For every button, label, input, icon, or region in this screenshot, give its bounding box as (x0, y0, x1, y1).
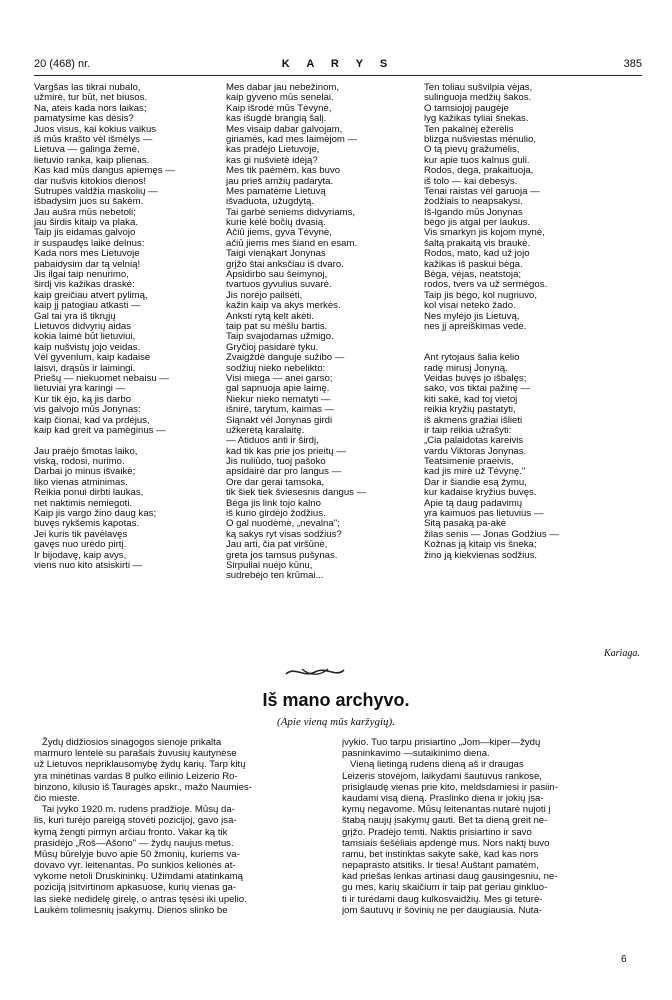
poem-line: Gryčioj pasidarė tyku. (226, 342, 319, 353)
article-title: Iš mano archyvo. (262, 690, 410, 710)
poem-line: ir suspaudęs laikė delnus: (34, 238, 145, 249)
poem-line: Ačiū jiems, gyva Tėvynė, (226, 228, 332, 239)
poem-line: lyg kažikas tyliai šnekas. (424, 114, 529, 125)
poem-line: Žvaigždė danguje sužibo — (226, 353, 345, 364)
poem-line: Kas kad mūs dangus apiemęs — (34, 166, 175, 177)
poem-line: bėgo jis atgal per laukus. (424, 218, 531, 229)
article-line: prasidėjo „Roš—Ašono" — žydų naujus metus. (34, 837, 234, 849)
poem-line: yra kaimuos pas lietuvius — (424, 509, 544, 520)
poem-line: net naktimis nemiegoti. (34, 498, 133, 509)
poem-line: Veidas buvęs jo išbalęs; (424, 373, 527, 384)
poem-line: kažikas iš paskui bėga. (424, 259, 523, 270)
poem-line: Mes dabar jau nebežinom, (226, 83, 340, 93)
poem-line: Nes mylėjo jis Lietuvą, (424, 311, 520, 322)
poem-line: kas pradėjo Lietuvoje, (226, 145, 320, 156)
poem-line: sodžiuj nieko nebelikto: (226, 363, 326, 374)
poem-column-3 (424, 83, 624, 561)
article-line: įvykio. Tuo tarpu prisiartino „Jom—kiper—žydų (342, 737, 541, 748)
article-line: grįžo. Pradėjo temti. Naktis prisiartino ir savo (342, 826, 532, 838)
poem-line: kaip čionai, kad va prdėjus, (34, 415, 150, 426)
poem-line: Juos visus, kai kokius vaikus (34, 124, 157, 135)
publication-name: K A R Y S (281, 58, 395, 70)
poem-line: kad tik kas prie jos prieitų — (226, 446, 346, 457)
poem-line: ir taip reikia užrašyti: (424, 425, 512, 436)
poem-line: Jis nuliūdo, tuoj pašoko (226, 457, 326, 468)
poem-line: kas išugdė brangią šalį. (226, 114, 327, 125)
poem-line: Tenai raistas vėl garuoja — (424, 186, 540, 197)
poem-line: Mes visaip dabar galvojam, (226, 124, 343, 135)
poem-line: Jau arti, čia pat viršūnė, (226, 540, 328, 551)
poem-line: Šiąnakt vėl Jonynas girdi (226, 415, 333, 426)
poem-line (34, 436, 214, 446)
poem-line: Jis norėjo pailsėti, (226, 290, 303, 301)
poem-line: greta jos tamsus pušynas. (226, 550, 338, 561)
poem-line: gavęs nuo urėdo pirtį. (34, 540, 127, 551)
poem-line: Jau praėjo šmotas laiko, (34, 446, 138, 457)
poem-line: iš kurio girdėjo žodžius. (226, 509, 326, 520)
article-line: kaudami visą dieną. Praslinko diena ir jokių įsa- (342, 792, 544, 804)
poem-line: Dar ir šiandie esą žymu, (424, 477, 527, 488)
page-header (34, 58, 642, 74)
article-line: Vieną lietingą rudens dieną aš ir draugas (342, 759, 524, 771)
poem-line: Taip jis bėgo, kol nugriuvo, (424, 290, 538, 301)
poem-line: Rodos, mato, kad už jojo (424, 249, 530, 260)
poem-line: reikia kryžių pastatyti, (424, 405, 516, 416)
article-line: kymą žengti pirmyn arčiau fronto. Vakar ką tik (34, 826, 228, 838)
article-line: tamsiais šešėliais apdengė mus. Nors naktį buvo (342, 837, 550, 849)
poem-line: sako, vos tiktai pažinę — (424, 384, 531, 395)
poem-line: Sutrupės valdžia maskolių — (34, 186, 158, 197)
article-line: binzono, kilusio iš Tauragės apskr., mažo Naumies- (34, 781, 252, 793)
poem-line: Jis ilgai taip nenurimo, (34, 270, 129, 281)
issue-number: 20 (468) nr. (34, 58, 91, 70)
article-line: las siekė nedidelę girelę, o antras tęsėsi iki upelio. (34, 893, 247, 905)
article-subtitle: (Apie vieną mūs karžygių). (277, 716, 395, 728)
poem-line: Niekur nieko nematyti — (226, 394, 331, 405)
poem-line: Teatsimenie praeivis, (424, 457, 514, 468)
poem-line: Priešų — niekuomet nebaisu — (34, 373, 169, 384)
poem-line: išvaduota, užugdytą. (226, 197, 315, 208)
article-line: gu mes, karių skaičium ir taip pat geriau ginkluo- (342, 882, 548, 894)
poem-line: žino ją kiekvienas sodžius. (424, 550, 538, 561)
poem-line: sudrebėjo ten krūmai... (226, 571, 324, 582)
poem-line: tvartuos gyvulius suvarė. (226, 280, 332, 291)
poem-line: pabaidysim dar tą velnią! (34, 259, 141, 270)
article-line: yra minėtinas vardas 8 pulko eilinio Leizerio Ro- (34, 770, 238, 782)
poem-line: pamatysime kas dėsis? (34, 114, 134, 125)
poem-line: kaip kad greit va pamėginus — (34, 425, 166, 436)
poem-line: Kada nors mes Lietuvoje (34, 249, 140, 260)
poem-line: kokia laimė būt lietuviui, (34, 332, 136, 343)
article-line: jom šautuvų ir šovinių ne per daugiausia. Nuta- (342, 904, 542, 916)
poem-line: radę mirusį Jonyną. (424, 363, 508, 374)
poem-line: laisvi, drąsūs ir laimingi. (34, 363, 136, 374)
poem-line: „Čia palaidotas kareivis (424, 436, 524, 447)
poem-line: Širpuliai nuėjo kūnu, (226, 560, 313, 571)
poem-line: Reikia ponui dirbti laukas, (34, 488, 144, 499)
poem-line: Lietuvos didvyrių aidas (34, 321, 132, 332)
poem-line: tik šiek tiek šviesesnis dangus — (226, 488, 367, 499)
poem-line: kur apie tuos kalnus guli. (424, 155, 530, 166)
poem-line: Kur tik ėjo, ką jis darbo (34, 394, 132, 405)
poem-line: liko vienas atminimas. (34, 477, 128, 488)
poem-line: jau širdis kitaip va plaka. (34, 218, 138, 229)
poem-line: Ore dar gerai tamsoka, (226, 477, 325, 488)
poem-line: sulinguoja medžių šakos. (424, 93, 532, 104)
poem-line: kol visai neteko žado. (424, 301, 516, 312)
poem-line: kiti sakė, kad toj vietoj (424, 394, 518, 405)
poem-line: Kožnas ją kitaip vis šneka; (424, 540, 537, 551)
poem-line: Ten pakalnėj ežerėlis (424, 124, 514, 135)
poem-line: kur kadaise kryžius buvęs. (424, 488, 537, 499)
article-line: pasninkavimo —sutaikinimo diena. (342, 748, 490, 760)
poem-column-2 (226, 83, 406, 582)
poem-line: Lietuva — galinga žemė, (34, 145, 140, 156)
article-line: vykome netoli Druskininkų. Užimdami atatinkamą (34, 871, 244, 883)
poem-line: — Atiduos anti ir širdį, (226, 436, 319, 447)
poem-line: lietuvio ranka, kaip plienas. (34, 155, 150, 166)
poem-line: vis galvojo mūs Jonynas: (34, 405, 141, 416)
poem-line: Bėga jis link tojo kalno (226, 498, 321, 509)
poem-line (424, 343, 624, 353)
poem-line: užmirė, tur būt, net biusos. (34, 93, 148, 104)
poem-line: blizga nušviestas mėnulio, (424, 134, 536, 145)
poem-line: dar nušvis kitokios dienos! (34, 176, 146, 187)
poem-line: jau prieš amžių padaryta. (226, 176, 334, 187)
poem-line: vardu Viktoras Jonynas. (424, 446, 527, 457)
poem-line: žilas senis — Jonas Godžius — (424, 529, 559, 540)
ornament-divider (282, 664, 348, 680)
poem-line: apsidairė dar pro langus — (226, 467, 342, 478)
poem-line: išnirė, tarytum, kaimas — (226, 405, 335, 416)
poem-line: ačiū jiems mes šiand en esam. (226, 238, 358, 249)
poem-line: iš akmens gražiai išlieti (424, 415, 523, 426)
poem-line: Rodos, dega, prakaituoja, (424, 166, 534, 177)
poem-line: Ten toliau sušvilpia vėjas, (424, 83, 533, 93)
article-line: poziciją įsitvirtinom apkasuose, kurių vienas ga- (34, 882, 237, 894)
poem-line: Iš-lgando mūs Jonynas (424, 207, 523, 218)
poem-line: Sitą pasaką pa-akė (424, 519, 507, 530)
poem-line: O tamsiojoj paugėje (424, 103, 509, 114)
article-line: nepaprasto atsitiks. Ir tiesa! Auštant pamatėm, (342, 860, 539, 872)
poem-line: rodos, tvers va už sermėgos. (424, 280, 548, 291)
poem-line: kaip nušvistų jojo veidas. (34, 342, 141, 353)
poem-line: Mes pamatėme Lietuvą (226, 186, 326, 197)
poem-line: Vargšas las tikrai nubalo, (34, 83, 141, 93)
poem-line: išbadysim juos su šakėm. (34, 197, 144, 208)
poem-line: kaip gyveno mūs senelai. (226, 93, 334, 104)
poem-line: ką sakys ryt visas sodžius? (226, 529, 342, 540)
poem-line: kurie kėlė bočių dvasią. (226, 218, 326, 229)
poem-line: kas gi nušvietė idėją? (226, 155, 318, 166)
poem-line: Kaip išrodė mūs Tėvynė, (226, 103, 332, 114)
poem-line: nes jį apreiškimas vedė. (424, 321, 527, 332)
poem-line: užkerėtą karalaitę. (226, 425, 305, 436)
poem-line: Apie tą daug padavimų (424, 498, 523, 509)
article-line: ti ir turėdami daug kulkosvaidžių. Mes gi teturė- (342, 893, 543, 905)
poem-line: Darbai jo minus išvaikė; (34, 467, 136, 478)
poem-line: Kaip jis vargo žino daug kas; (34, 509, 157, 520)
poem-line: Taigi vienąkart Jonynas (226, 249, 326, 260)
article-line: Leizeris stovėjom, laikydami šautuvus rankose, (342, 770, 542, 782)
article-line: kad priešas lenkas artinasi daug gausingesniu, ne- (342, 871, 558, 883)
poem-line: kaip jį patogiau atkasti — (34, 301, 141, 312)
poem-line: Bėga, vėjas, neatstoja; (424, 270, 522, 281)
poem-line: grįžo štai anksčiau iš dvaro. (226, 259, 344, 270)
poem-line: lietuviai yra karingi — (34, 384, 126, 395)
poem-line: kad jis mirė už Tėvynę." (424, 467, 526, 478)
article-line: kymų negavome. Mūsų leitenantas nutarė nujoti į (342, 804, 551, 816)
header-page-number: 385 (623, 58, 642, 70)
page-number: 6 (621, 954, 627, 965)
article-line: prisiglaudę vienas prie kito, meldsdamiesi ir pasiin- (342, 781, 558, 793)
poem-line: Ir bijodavę, kaip avys, (34, 550, 127, 561)
poem-line: Ant rytojaus šalia kelio (424, 353, 520, 364)
poem-line: gal sapnuoja apie laimę. (226, 384, 330, 395)
poem-column-1 (34, 83, 214, 571)
poem-line: žodžiais to neapsakysi. (424, 197, 523, 208)
poem-line: iš mūs krašto vėl išmėlys — (34, 134, 153, 145)
poem-line: taip pat su mėšlu bartis. (226, 321, 328, 332)
poem-line: Jei kuris tik pavėlavęs (34, 529, 128, 540)
poem-line: kaip greičiau atvert pylimą, (34, 290, 148, 301)
article-line: štabą naujų įsakymų gauti. Bet ta dieną greit ne- (342, 815, 548, 827)
poem-line: Mes tik paėmėm, kas buvo (226, 166, 341, 177)
poem-line: Anksti rytą kelt akėti. (226, 311, 314, 322)
poem-line: Apsidirbo sau šeimynoj, (226, 270, 328, 281)
article-line: Laukėm tolimesnių įsakymų. Dienos slinko be (34, 904, 228, 916)
poem-line: viens nuo kito atsiskirti — (34, 560, 143, 571)
poem-line (424, 332, 624, 342)
poem-line: Taip svajodamas užmigo. (226, 332, 334, 343)
poem-line: O gal nuodėmė, „nevalna"; (226, 519, 340, 530)
article-line: Tai įvyko 1920 m. rudens pradžioje. Mūsų da- (34, 804, 235, 816)
article-line: Žydų didžiosios sinagogos sienoje prikalta (34, 737, 222, 748)
article-column-2 (342, 737, 642, 916)
poem-line: Vėl gyvenlum, kaip kadaise (34, 353, 151, 364)
article-line: čio mieste. (34, 792, 80, 804)
poem-line: Jau aušra mūs nebetoli; (34, 207, 136, 218)
poem-line: O tą pievų gražumėlis, (424, 145, 520, 156)
poem-signature: Kariaga. (604, 648, 640, 659)
poem-line: Taip jis eidamas galvojo (34, 228, 136, 239)
article-line: lis, kuri turėjo pareigą stovėti pozicijoj, gavo įsa- (34, 815, 237, 827)
poem-line: iš tolo — kai debesys. (424, 176, 518, 187)
poem-line: kažin kaip va akys merkės. (226, 301, 341, 312)
article-line: už Lietuvos nepriklausomybę žydų karių. Tarp kitų (34, 759, 246, 771)
article-line: Mūsų būrelyje buvo apie 50 žmonių, kuriems va- (34, 848, 240, 860)
poem-line: buvęs rykšemis kapotas. (34, 519, 140, 530)
poem-line: viską, rodosi, nurimo. (34, 457, 125, 468)
poem-line: šaltą prakaitą vis braukė. (424, 238, 531, 249)
header-rule (34, 75, 642, 76)
article-line: marmuro lentelė su parašais žuvusių kautynėse (34, 748, 237, 760)
poem-line: giriamės, kad mes laimėjom — (226, 134, 358, 145)
poem-line: Na, ateis kada nors laikas; (34, 103, 147, 114)
article-column-1 (34, 737, 334, 916)
poem-line: Visi miega — anei garso; (226, 373, 333, 384)
poem-line: Vis smarkyn jis kojom mynė, (424, 228, 545, 239)
poem-line: Tai garbė seniems didvyriams, (226, 207, 356, 218)
poem-line: širdį vis kažikas draskė: (34, 280, 135, 291)
article-line: dovavo vyr. leitenantas. Po sunkios kelionės at- (34, 860, 236, 872)
poem-line: Gal tai yra iš tikrųjų (34, 311, 116, 322)
article-line: ramu, bet instinktas sakyte sakė, kad kas nors (342, 848, 539, 860)
